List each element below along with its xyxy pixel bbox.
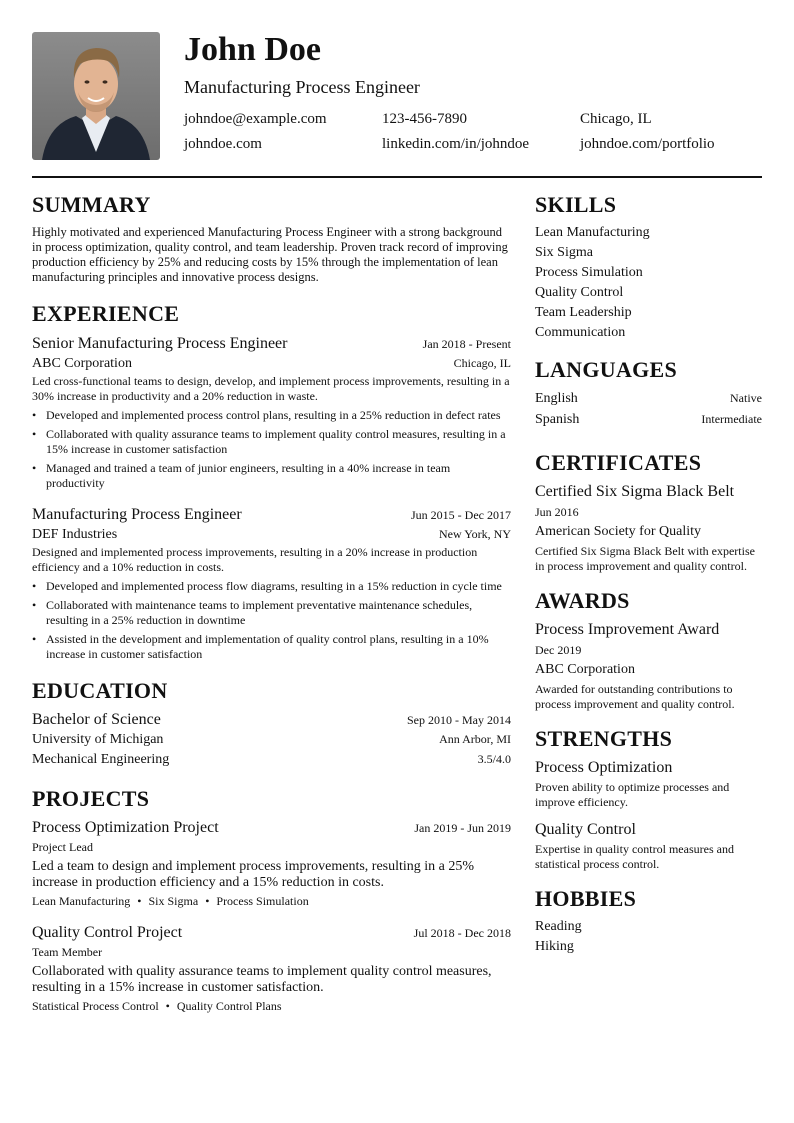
hobbies-section [535, 886, 762, 957]
job-location: New York, NY [438, 527, 511, 541]
language-level: Native [730, 391, 762, 405]
strength-name: Quality Control [535, 821, 636, 838]
project-item [32, 923, 511, 1014]
project-tags [32, 999, 511, 1014]
tag-separator: • [137, 894, 142, 908]
strength-description: Proven ability to optimize processes and improve efficiency. [535, 780, 730, 809]
section-title-hobbies: HOBBIES [535, 886, 637, 911]
skill-item: Quality Control [535, 285, 624, 300]
job-role: Manufacturing Process Engineer [32, 506, 242, 523]
candidate-name: John Doe [184, 31, 321, 68]
projects-section [32, 786, 511, 1014]
phone-number: 123-456-7890 [382, 111, 467, 127]
project-role: Project Lead [32, 840, 93, 854]
location-text: Chicago, IL [580, 111, 652, 127]
award-name: Process Improvement Award [535, 621, 720, 638]
education-school: University of Michigan [32, 732, 164, 747]
certificate-issuer: American Society for Quality [535, 524, 702, 539]
job-company: ABC Corporation [32, 356, 132, 371]
certificates-section [535, 450, 762, 574]
job-location: Chicago, IL [453, 356, 511, 370]
strength-item [535, 758, 762, 810]
award-description: Awarded for outstanding contributions to process improvement and quality control. [535, 682, 735, 711]
education-section [32, 678, 511, 770]
tag-separator: • [165, 999, 170, 1013]
project-tag: Statistical Process Control [32, 999, 159, 1013]
left-column [32, 192, 511, 1014]
section-title-strengths: STRENGTHS [535, 726, 673, 751]
certificate-name: Certified Six Sigma Black Belt [535, 483, 735, 500]
job-dates: Jun 2015 - Dec 2017 [411, 508, 511, 522]
section-title-languages: LANGUAGES [535, 357, 678, 382]
language-name: Spanish [535, 412, 580, 427]
education-gpa: 3.5/4.0 [477, 752, 511, 766]
project-tag: Six Sigma [148, 894, 199, 908]
job-bullet: • Developed and implemented process flow diagrams, resulting in a 15% reduction in cycle time [32, 579, 511, 594]
job-role: Senior Manufacturing Process Engineer [32, 335, 288, 352]
job-bullet: • Collaborated with maintenance teams to implement preventative maintenance schedules, resulting in a 25% reduction in downtime [32, 598, 511, 628]
experience-item [32, 505, 511, 662]
section-title-summary: SUMMARY [32, 192, 151, 217]
project-name: Process Optimization Project [32, 819, 219, 836]
certificate-date: Jun 2016 [535, 505, 579, 519]
section-title-awards: AWARDS [535, 588, 630, 613]
section-title-projects: PROJECTS [32, 786, 150, 811]
language-name: English [535, 391, 578, 406]
job-bullet: • Developed and implemented process control plans, resulting in a 25% reduction in defect rates [32, 408, 511, 423]
job-description: Designed and implemented process improvements, resulting in a 20% increase in production efficiency and a 10% reduction in costs. [32, 545, 478, 574]
strength-name: Process Optimization [535, 759, 673, 776]
languages-section [535, 357, 762, 430]
job-bullets [32, 579, 511, 662]
project-role: Team Member [32, 945, 103, 959]
strength-item [535, 820, 762, 872]
project-tag: Process Simulation [216, 894, 309, 908]
job-bullet: • Managed and trained a team of junior engineers, resulting in a 40% increase in team productivity [32, 461, 511, 491]
skill-item: Process Simulation [535, 265, 643, 280]
strengths-section [535, 726, 762, 872]
language-item [535, 409, 762, 430]
summary-text: Highly motivated and experienced Manufacturing Process Engineer with a strong background in process optimization, quality control, and team leadership. Proven track record of improving production efficiency by 25% and reducing costs by 15% through the implementation of lean manufacturing principles and innovative process designs. [32, 225, 508, 284]
project-description: Led a team to design and implement process improvements, resulting in a 25% increase in production efficiency and a 15% reduction in costs. [32, 859, 475, 890]
linkedin-link[interactable]: linkedin.com/in/johndoe [382, 136, 530, 152]
language-level: Intermediate [701, 412, 762, 426]
award-issuer: ABC Corporation [535, 662, 635, 677]
job-company: DEF Industries [32, 527, 118, 542]
education-location: Ann Arbor, MI [439, 732, 511, 746]
hobbies-list [535, 917, 762, 957]
job-bullets [32, 408, 511, 491]
website-link[interactable]: johndoe.com [184, 136, 262, 152]
award-date: Dec 2019 [535, 643, 582, 657]
portfolio-link[interactable]: johndoe.com/portfolio [580, 136, 715, 152]
section-title-certificates: CERTIFICATES [535, 450, 702, 475]
project-tag: Lean Manufacturing [32, 894, 131, 908]
education-degree: Bachelor of Science [32, 711, 161, 728]
skill-item: Communication [535, 325, 626, 340]
awards-section [535, 588, 762, 712]
project-tags [32, 894, 511, 909]
profile-photo [32, 32, 160, 160]
header-divider [32, 176, 762, 178]
hobby-item: Reading [535, 919, 582, 934]
project-tag: Quality Control Plans [176, 999, 282, 1013]
experience-item [32, 334, 511, 491]
strength-description: Expertise in quality control measures and statistical process control. [535, 842, 734, 871]
project-dates: Jan 2019 - Jun 2019 [414, 821, 511, 835]
experience-section [32, 301, 511, 662]
right-column [535, 192, 762, 957]
project-name: Quality Control Project [32, 924, 183, 941]
email-link[interactable]: johndoe@example.com [184, 111, 327, 127]
project-dates: Jul 2018 - Dec 2018 [413, 926, 511, 940]
section-title-education: EDUCATION [32, 678, 168, 703]
project-description: Collaborated with quality assurance teams to implement quality control measures, resulting in a 15% increase in customer satisfaction. [32, 964, 492, 995]
job-bullet: • Assisted in the development and implementation of quality control plans, resulting in a 10% increase in customer satisfaction [32, 632, 511, 662]
section-title-skills: SKILLS [535, 192, 617, 217]
summary-section [32, 192, 511, 285]
skill-item: Six Sigma [535, 245, 593, 260]
education-dates: Sep 2010 - May 2014 [407, 713, 511, 727]
hobby-item: Hiking [535, 939, 574, 954]
language-item [535, 388, 762, 409]
resume-header [32, 32, 762, 160]
skills-section [535, 192, 762, 343]
certificate-description: Certified Six Sigma Black Belt with expertise in process improvement and quality control. [535, 544, 755, 573]
skill-item: Lean Manufacturing [535, 225, 650, 240]
education-major: Mechanical Engineering [32, 752, 170, 767]
skills-list [535, 223, 762, 343]
tag-separator: • [205, 894, 210, 908]
candidate-title: Manufacturing Process Engineer [184, 77, 420, 97]
section-title-experience: EXPERIENCE [32, 301, 180, 326]
project-item [32, 818, 511, 909]
skill-item: Team Leadership [535, 305, 632, 320]
job-description: Led cross-functional teams to design, develop, and implement process improvements, resulting in a 30% increase in productivity and a 20% reduction in waste. [32, 374, 510, 403]
job-dates: Jan 2018 - Present [422, 337, 511, 351]
job-bullet: • Collaborated with quality assurance teams to implement quality control measures, resulting in a 15% increase in customer satisfaction [32, 427, 511, 457]
